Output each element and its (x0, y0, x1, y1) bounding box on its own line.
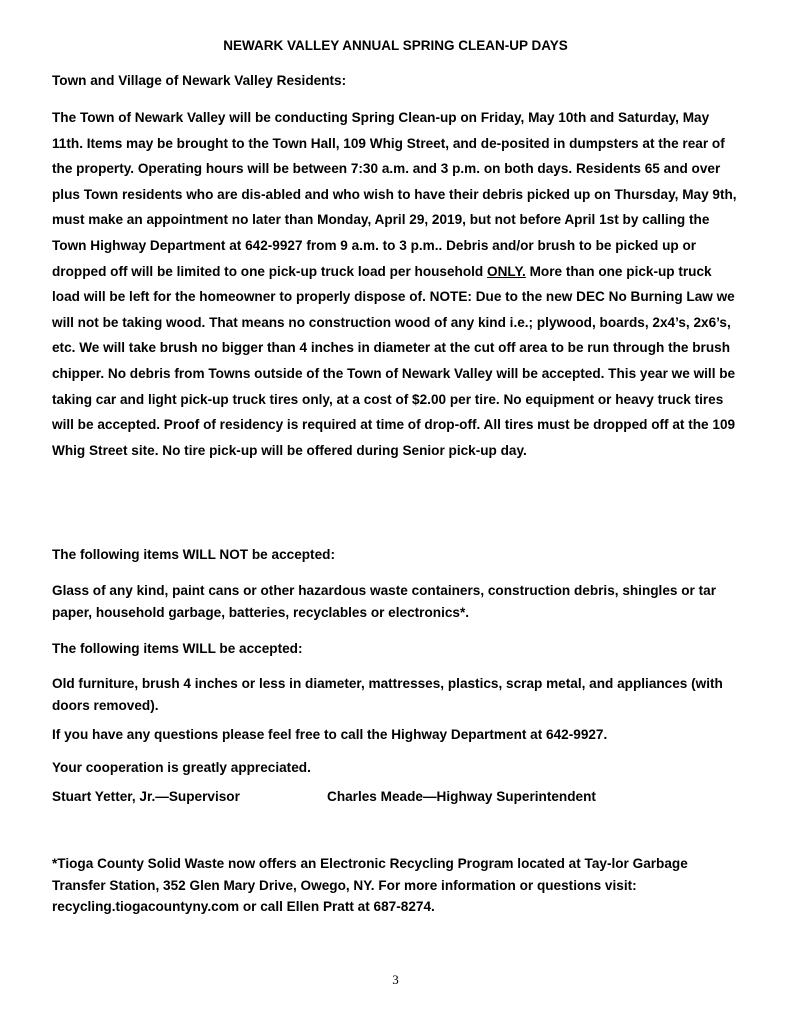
main-paragraph-text: The Town of Newark Valley will be conducting Spring Clean-up on Friday, May 10th and Saturday, May 11th. Items may be brought to the Town Hall, 109 Whig Street, and de-posited in dumpsters at the rear of the property. Operating hours will be between 7:30 a.m. and 3 p.m. on both days. Residents 65 and over plus Town residents who are dis-abled and who wish to have their debris picked up on Thursday, May 9th, must make an appointment no later than Monday, April 29, 2019, but not before April 1st by calling the Town Highway Department at 642-9927 from 9 a.m. to 3 p.m.. Debris and/or brush to be picked up or dropped off will be limited to one pick-up truck load per household (52, 110, 737, 279)
not-accepted-list: Glass of any kind, paint cans or other hazardous waste containers, construction debris, shingles or tar paper, household garbage, batteries, recyclables or electronics*. (52, 583, 716, 620)
main-paragraph-text-continued: More than one pick-up truck load will be left for the homeowner to properly dispose of. NOTE: Due to the new DEC No Burning Law we will not be taking wood. That means no construction wood of any kind i.e.; plywood, boards, 2x4’s, 2x6’s, etc. We will take brush no bigger than 4 inches in diameter at the cut off area to be run through the brush chipper. No debris from Towns outside of the Town of Newark Valley will be accepted. This year we will be taking car and light pick-up truck tires only, at a cost of $2.00 per tire. No equipment or heavy truck tires will be accepted. Proof of residency is required at time of drop-off. All tires must be dropped off at the 109 Whig Street site. No tire pick-up will be offered during Senior pick-up day. (52, 263, 736, 458)
cooperation-note: Your cooperation is greatly appreciated. (52, 760, 311, 775)
main-paragraph (52, 105, 742, 463)
page-number: 3 (392, 972, 399, 987)
accepted-list: Old furniture, brush 4 inches or less in diameter, mattresses, plastics, scrap metal, and appliances (with doors removed). (52, 676, 723, 713)
footnote: *Tioga County Solid Waste now offers an Electronic Recycling Program located at Tay-lor Garbage Transfer Station, 352 Glen Mary Drive, Owego, NY. For more information or questions visit: recycling.tiogacountyny.com or call Ellen Pratt at 687-8274. (52, 856, 688, 914)
page-title: NEWARK VALLEY ANNUAL SPRING CLEAN-UP DAYS (223, 38, 568, 53)
supervisor-signature: Stuart Yetter, Jr.—Supervisor (52, 789, 240, 804)
superintendent-signature: Charles Meade—Highway Superintendent (327, 789, 596, 804)
questions-note: If you have any questions please feel free to call the Highway Department at 642-9927. (52, 727, 608, 742)
salutation: Town and Village of Newark Valley Residents: (52, 73, 347, 88)
not-accepted-heading: The following items WILL NOT be accepted: (52, 547, 335, 562)
accepted-heading: The following items WILL be accepted: (52, 641, 303, 656)
only-emphasis: ONLY. (487, 263, 526, 279)
